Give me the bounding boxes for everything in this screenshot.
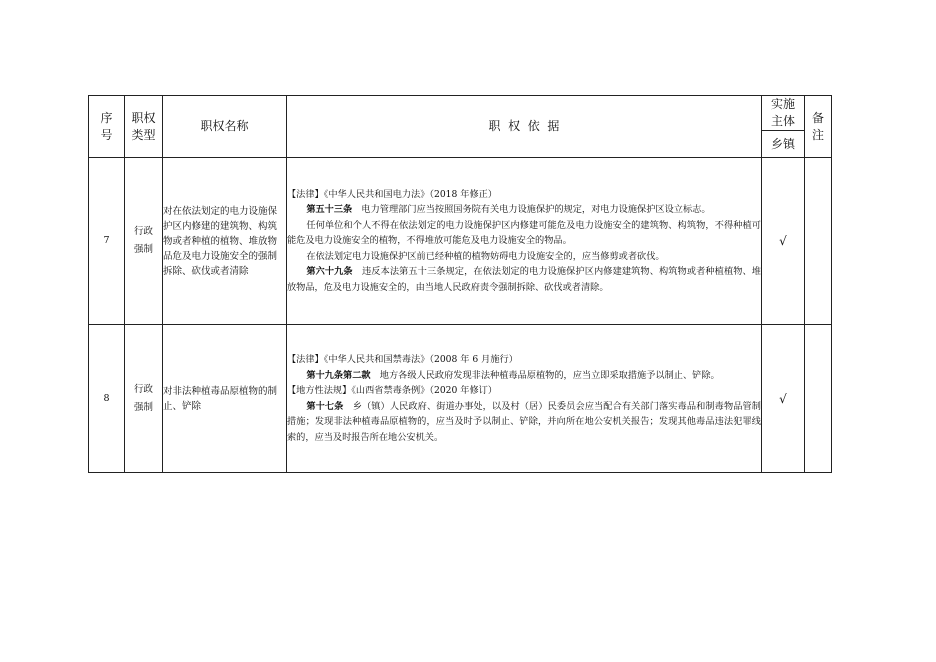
table-row	[89, 325, 832, 473]
basis-paragraph: 任何单位和个人不得在依法划定的电力设施保护区内修建可能危及电力设施安全的建筑物、构筑物，不得种植可能危及电力设施安全的植物，不得堆放可能危及电力设施安全的物品。	[287, 219, 761, 247]
header-note: 备注	[805, 96, 832, 158]
basis-paragraph: 在依法划定电力设施保护区前已经种植的植物妨碍电力设施安全的，应当修剪或者砍伐。	[306, 250, 665, 262]
basis-paragraph: 第五十三条 电力管理部门应当按照国务院有关电力设施保护的规定，对电力设施保护区设立标志。	[306, 204, 711, 216]
impl-check-mark: √	[762, 158, 805, 325]
basis-paragraph: 【法律】《中华人民共和国禁毒法》（2008 年 6 月施行）	[287, 354, 518, 365]
row-type: 行政强制	[125, 158, 163, 325]
basis-paragraph: 第十九条第二款 地方各级人民政府发现非法种植毒品原植物的，应当立即采取措施予以制止、铲除。	[306, 369, 720, 381]
header-basis: 职 权 依 据	[287, 96, 762, 158]
impl-check-mark: √	[762, 325, 805, 473]
header-impl-sub: 乡镇	[762, 131, 805, 158]
header-seq: 序号	[89, 96, 125, 158]
row-note	[805, 158, 832, 325]
row-basis	[287, 158, 762, 325]
header-type: 职权类型	[125, 96, 163, 158]
basis-paragraph: 【法律】《中华人民共和国电力法》（2018 年修正）	[287, 188, 498, 200]
row-seq: 7	[89, 158, 125, 325]
header-name: 职权名称	[163, 96, 287, 158]
table-row	[89, 158, 832, 325]
powers-table	[88, 95, 832, 473]
row-basis	[287, 325, 762, 473]
row-name: 对在依法划定的电力设施保护区内修建的建筑物、构筑物或者种植的植物、堆放物品危及电力设施安全的强制拆除、砍伐或者清除	[163, 158, 287, 325]
header-impl: 实施主体	[762, 96, 805, 131]
row-type: 行政强制	[125, 325, 163, 473]
basis-paragraph: 第十七条 乡（镇）人民政府、街道办事处，以及村（居）民委员会应当配合有关部门落实毒品和制毒物品管制措施；发现非法种植毒品原植物的，应当及时予以制止、铲除，并向所在地公安机关报告；发现其他毒品违法犯罪线索的，应当及时报告所在地公安机关。	[287, 400, 761, 443]
basis-paragraph: 【地方性法规】《山西省禁毒条例》（2020 年修订）	[287, 385, 498, 396]
row-name: 对非法种植毒品原植物的制止、铲除	[163, 325, 287, 473]
basis-paragraph: 第六十九条 违反本法第五十三条规定，在依法划定的电力设施保护区内修建建筑物、构筑物或者种植植物、堆放物品，危及电力设施安全的，由当地人民政府责令强制拆除、砍伐或者清除。	[287, 266, 761, 293]
row-note	[805, 325, 832, 473]
row-seq: 8	[89, 325, 125, 473]
